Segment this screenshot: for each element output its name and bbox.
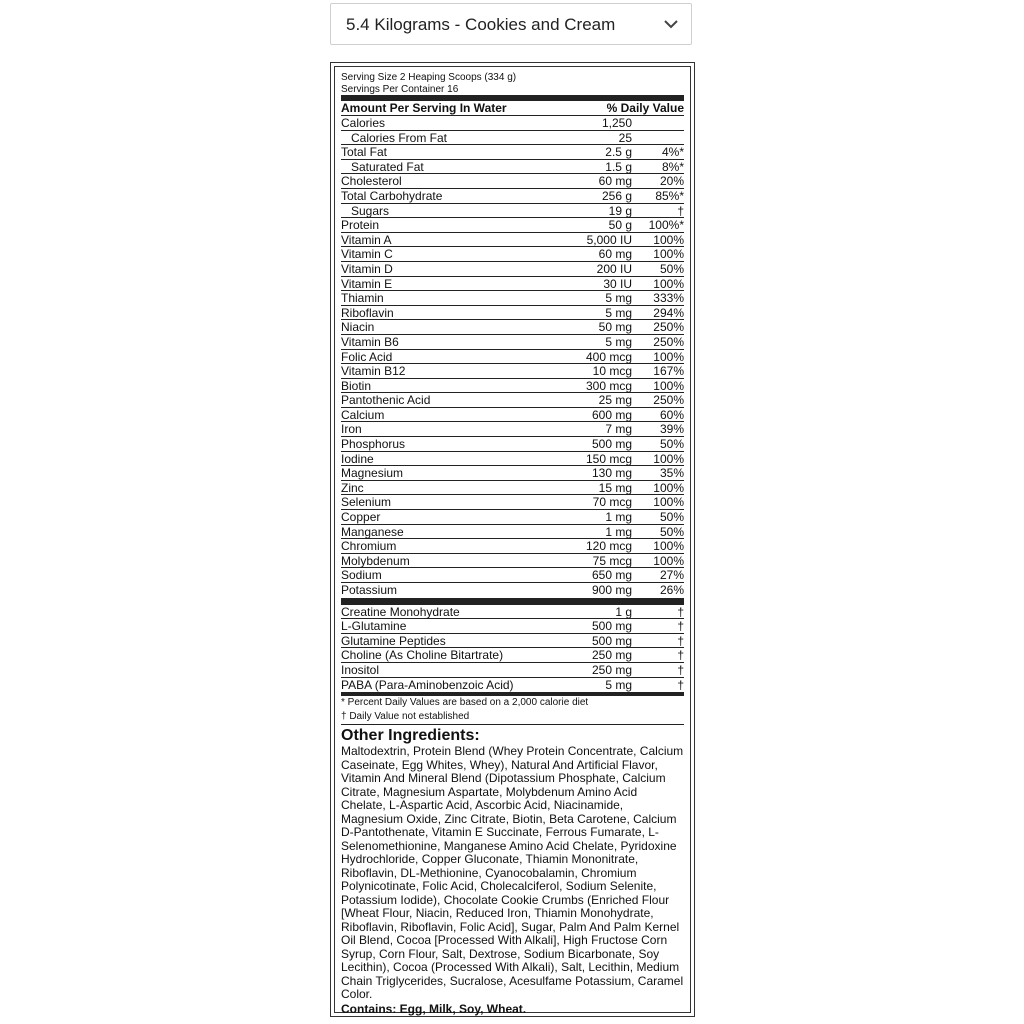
nutrient-row: [341, 233, 684, 248]
nutrient-daily-value: †: [677, 677, 684, 692]
nutrient-name: Creatine Monohydrate: [341, 604, 460, 619]
nutrient-amount: 500 mg: [591, 633, 632, 648]
nutrient-name: Folic Acid: [341, 349, 393, 364]
nutrient-row: [341, 262, 684, 277]
nutrient-daily-value: †: [677, 633, 684, 648]
nutrient-row: [341, 364, 684, 379]
nutrient-amount: 30 IU: [603, 276, 632, 291]
nutrient-row: [341, 510, 684, 525]
nutrient-row: [341, 174, 684, 189]
nutrient-name: Copper: [341, 510, 381, 525]
nutrient-name: Glutamine Peptides: [341, 633, 446, 648]
nutrient-name: Total Fat: [341, 145, 388, 160]
nutrient-amount: 130 mg: [591, 466, 632, 481]
nutrient-amount: 2.5 g: [605, 145, 632, 160]
nutrient-row: [341, 554, 684, 569]
nutrient-row: [341, 131, 684, 146]
nutrient-amount: 120 mcg: [585, 539, 632, 554]
nutrient-amount: 500 mg: [591, 437, 632, 452]
other-nutrient-table: [341, 605, 684, 693]
nutrient-name: Iron: [341, 422, 362, 437]
nutrient-amount: 5 mg: [605, 677, 632, 692]
nutrient-row: [341, 408, 684, 423]
nutrient-row: [341, 306, 684, 321]
nutrient-row: [341, 568, 684, 583]
nutrient-amount: 25 mg: [598, 393, 632, 408]
nutrient-daily-value: †: [677, 648, 684, 663]
nutrient-amount: 5 mg: [605, 305, 632, 320]
footnote-dagger: † Daily Value not established: [341, 711, 470, 723]
servings-per-container: Servings Per Container 16: [341, 83, 459, 95]
nutrient-amount: 5 mg: [605, 334, 632, 349]
nutrient-name: Vitamin E: [341, 276, 393, 291]
nutrient-row: [341, 335, 684, 350]
nutrient-daily-value: [632, 131, 684, 145]
nutrient-name: Calories From Fat: [351, 130, 448, 145]
nutrient-name: Thiamin: [341, 291, 384, 306]
nutrition-label: [330, 62, 695, 1017]
nutrient-daily-value: 294%: [653, 305, 684, 320]
nutrient-amount: 500 mg: [591, 619, 632, 634]
nutrient-name: Sodium: [341, 568, 382, 583]
label-header: [341, 101, 684, 116]
nutrient-daily-value: 50%: [659, 437, 684, 452]
nutrient-amount: 60 mg: [598, 247, 632, 262]
nutrient-daily-value: 100%: [653, 276, 684, 291]
nutrient-name: Riboflavin: [341, 305, 394, 320]
nutrient-name: Inositol: [341, 662, 380, 677]
nutrient-name: Vitamin C: [341, 247, 393, 262]
nutrient-daily-value: 100%: [653, 247, 684, 262]
nutrient-name: Niacin: [341, 320, 375, 335]
nutrient-amount: 19 g: [608, 203, 632, 218]
nutrient-amount: 1,250: [601, 116, 632, 130]
nutrient-daily-value: 39%: [659, 422, 684, 437]
nutrient-row: [341, 291, 684, 306]
nutrient-amount: 5 mg: [605, 291, 632, 306]
nutrient-daily-value: 27%: [659, 568, 684, 583]
nutrient-row: [341, 437, 684, 452]
nutrient-row: [341, 605, 684, 620]
chevron-down-icon: [663, 17, 679, 31]
nutrient-name: Phosphorus: [341, 437, 406, 452]
other-ingredients-text: Maltodextrin, Protein Blend (Whey Protein Concentrate, Calcium Caseinate, Egg Whites, Whey), Natural And Artificial Flavor, Vitamin And Mineral Blend (Dipotassium Phosphate, Calcium Citrate, Magnesium Aspartate, Molybdenum Amino Acid Chelate, L-Aspartic Acid, Ascorbic Acid, Niacinamide, Magnesium Oxide, Zinc Citrate, Biotin, Beta Carotene, Calcium D-Pantothenate, Vitamin E Succinate, Ferrous Fumarate, L-Selenomethionine, Manganese Amino Acid Chelate, Pyridoxine Hydrochloride, Copper Gluconate, Thiamin Mononitrate, Riboflavin, DL-Methionine, Cyanocobalamin, Chromium Polynicotinate, Folic Acid, Cholecalciferol, Sodium Selenite, Potassium Iodide), Chocolate Cookie Crumbs (Enriched Flour [Wheat Flour, Niacin, Reduced Iron, Thiamin Monohydrate, Riboflavin, Riboflavin, Folic Acid], Sugar, Palm And Palm Kernel Oil Blend, Cocoa [Processed With Alkali], High Fructose Corn Syrup, Corn Flour, Salt, Dextrose, Sodium Bicarbonate, Soy Lecithin), Cocoa (Processed With Alkali), Salt, Lecithin, Medium Chain Triglycerides, Sucralose, Acesulfame Potassium, Caramel Color.: [341, 744, 684, 1002]
nutrient-row: [341, 218, 684, 233]
nutrient-name: Manganese: [341, 524, 404, 539]
nutrient-amount: 150 mcg: [585, 451, 632, 466]
nutrient-daily-value: 60%: [659, 407, 684, 422]
nutrient-name: Choline (As Choline Bitartrate): [341, 648, 504, 663]
footnotes: [341, 696, 684, 725]
nutrient-row: [341, 422, 684, 437]
header-amount: Amount Per Serving In Water: [341, 101, 507, 115]
nutrient-daily-value: 20%: [659, 174, 684, 189]
nutrient-daily-value: 100%: [653, 539, 684, 554]
header-daily-value: % Daily Value: [606, 101, 684, 115]
nutrient-row: [341, 247, 684, 262]
nutrient-name: Vitamin B12: [341, 364, 406, 379]
nutrient-name: Total Carbohydrate: [341, 188, 443, 203]
nutrient-table: [341, 116, 684, 598]
nutrient-row: [341, 583, 684, 598]
nutrient-daily-value: 100%: [653, 378, 684, 393]
nutrient-row: [341, 648, 684, 663]
nutrient-name: Vitamin D: [341, 261, 393, 276]
divider-thick: [341, 598, 684, 605]
nutrient-daily-value: 100%: [653, 480, 684, 495]
nutrient-daily-value: †: [677, 604, 684, 619]
nutrient-name: Saturated Fat: [351, 159, 424, 174]
nutrient-daily-value: 100%: [653, 451, 684, 466]
nutrient-daily-value: 100%: [653, 495, 684, 510]
nutrient-name: Vitamin A: [341, 232, 392, 247]
nutrient-daily-value: †: [677, 203, 684, 218]
nutrient-row: [341, 350, 684, 365]
nutrient-row: [341, 277, 684, 292]
nutrient-daily-value: 100%: [653, 553, 684, 568]
nutrient-row: [341, 634, 684, 649]
nutrient-row: [341, 481, 684, 496]
nutrient-amount: 300 mcg: [585, 378, 632, 393]
nutrient-name: Zinc: [341, 480, 364, 495]
flavor-size-select[interactable]: [330, 3, 692, 45]
nutrient-name: Calories: [341, 116, 386, 130]
footnote-percent: * Percent Daily Values are based on a 2,000 calorie diet: [341, 697, 589, 709]
nutrient-row: [341, 116, 684, 131]
nutrient-daily-value: 35%: [659, 466, 684, 481]
nutrient-name: Magnesium: [341, 466, 404, 481]
nutrient-amount: 900 mg: [591, 583, 632, 597]
nutrient-daily-value: [632, 116, 684, 130]
nutrient-row: [341, 663, 684, 678]
nutrient-row: [341, 320, 684, 335]
allergen-statement: Contains: Egg, Milk, Soy, Wheat.: [341, 1001, 527, 1016]
nutrient-name: Pantothenic Acid: [341, 393, 431, 408]
nutrient-name: Protein: [341, 218, 380, 233]
nutrient-amount: 1 g: [615, 604, 632, 619]
nutrient-daily-value: 100%: [653, 232, 684, 247]
nutrient-amount: 75 mcg: [592, 553, 632, 568]
nutrient-amount: 15 mg: [598, 480, 632, 495]
nutrient-amount: 250 mg: [591, 662, 632, 677]
nutrient-name: L-Glutamine: [341, 619, 407, 634]
nutrient-daily-value: 100%*: [648, 218, 684, 233]
nutrient-amount: 60 mg: [598, 174, 632, 189]
nutrient-name: Vitamin B6: [341, 334, 399, 349]
nutrient-row: [341, 619, 684, 634]
nutrient-amount: 25: [618, 130, 632, 145]
nutrient-daily-value: †: [677, 662, 684, 677]
nutrient-name: Potassium: [341, 583, 398, 597]
nutrient-amount: 200 IU: [596, 261, 632, 276]
nutrient-row: [341, 678, 684, 693]
nutrient-amount: 7 mg: [605, 422, 632, 437]
nutrient-daily-value: 50%: [659, 524, 684, 539]
nutrient-amount: 650 mg: [591, 568, 632, 583]
nutrient-daily-value: 85%*: [655, 188, 684, 203]
nutrient-daily-value: 50%: [659, 510, 684, 525]
nutrient-daily-value: 250%: [653, 334, 684, 349]
nutrient-daily-value: †: [677, 619, 684, 634]
nutrient-daily-value: 8%*: [661, 159, 684, 174]
selected-option: 5.4 Kilograms - Cookies and Cream: [346, 15, 616, 34]
nutrient-row: [341, 452, 684, 467]
nutrient-row: [341, 466, 684, 481]
nutrient-row: [341, 525, 684, 540]
nutrient-name: PABA (Para-Aminobenzoic Acid): [341, 677, 514, 692]
nutrient-row: [341, 539, 684, 554]
nutrient-name: Molybdenum: [341, 553, 410, 568]
nutrient-name: Chromium: [341, 539, 397, 554]
nutrient-daily-value: 333%: [653, 291, 684, 306]
nutrient-daily-value: 50%: [659, 261, 684, 276]
nutrient-amount: 1 mg: [605, 510, 632, 525]
nutrient-daily-value: 250%: [653, 320, 684, 335]
nutrient-amount: 1 mg: [605, 524, 632, 539]
nutrient-amount: 250 mg: [591, 648, 632, 663]
nutrient-amount: 50 g: [608, 218, 632, 233]
nutrient-daily-value: 250%: [653, 393, 684, 408]
nutrient-amount: 70 mcg: [592, 495, 632, 510]
nutrient-daily-value: 167%: [653, 364, 684, 379]
nutrient-amount: 400 mcg: [585, 349, 632, 364]
nutrient-amount: 5,000 IU: [586, 232, 632, 247]
other-ingredients-title: Other Ingredients:: [341, 727, 480, 745]
serving-size: Serving Size 2 Heaping Scoops (334 g): [341, 72, 517, 83]
nutrient-daily-value: 100%: [653, 349, 684, 364]
nutrient-row: [341, 393, 684, 408]
nutrient-row: [341, 160, 684, 175]
nutrient-amount: 50 mg: [598, 320, 632, 335]
nutrient-daily-value: 4%*: [661, 145, 684, 160]
nutrient-amount: 10 mcg: [592, 364, 632, 379]
nutrient-row: [341, 495, 684, 510]
nutrient-name: Biotin: [341, 378, 372, 393]
nutrient-row: [341, 204, 684, 219]
nutrient-row: [341, 145, 684, 160]
nutrient-name: Iodine: [341, 451, 374, 466]
nutrient-amount: 1.5 g: [605, 159, 632, 174]
nutrient-name: Selenium: [341, 495, 392, 510]
nutrient-amount: 256 g: [601, 188, 632, 203]
nutrient-daily-value: 26%: [659, 583, 684, 597]
nutrient-row: [341, 379, 684, 394]
nutrient-name: Calcium: [341, 407, 385, 422]
nutrient-name: Cholesterol: [341, 174, 402, 189]
nutrient-name: Sugars: [351, 203, 390, 218]
nutrient-row: [341, 189, 684, 204]
nutrient-amount: 600 mg: [591, 407, 632, 422]
